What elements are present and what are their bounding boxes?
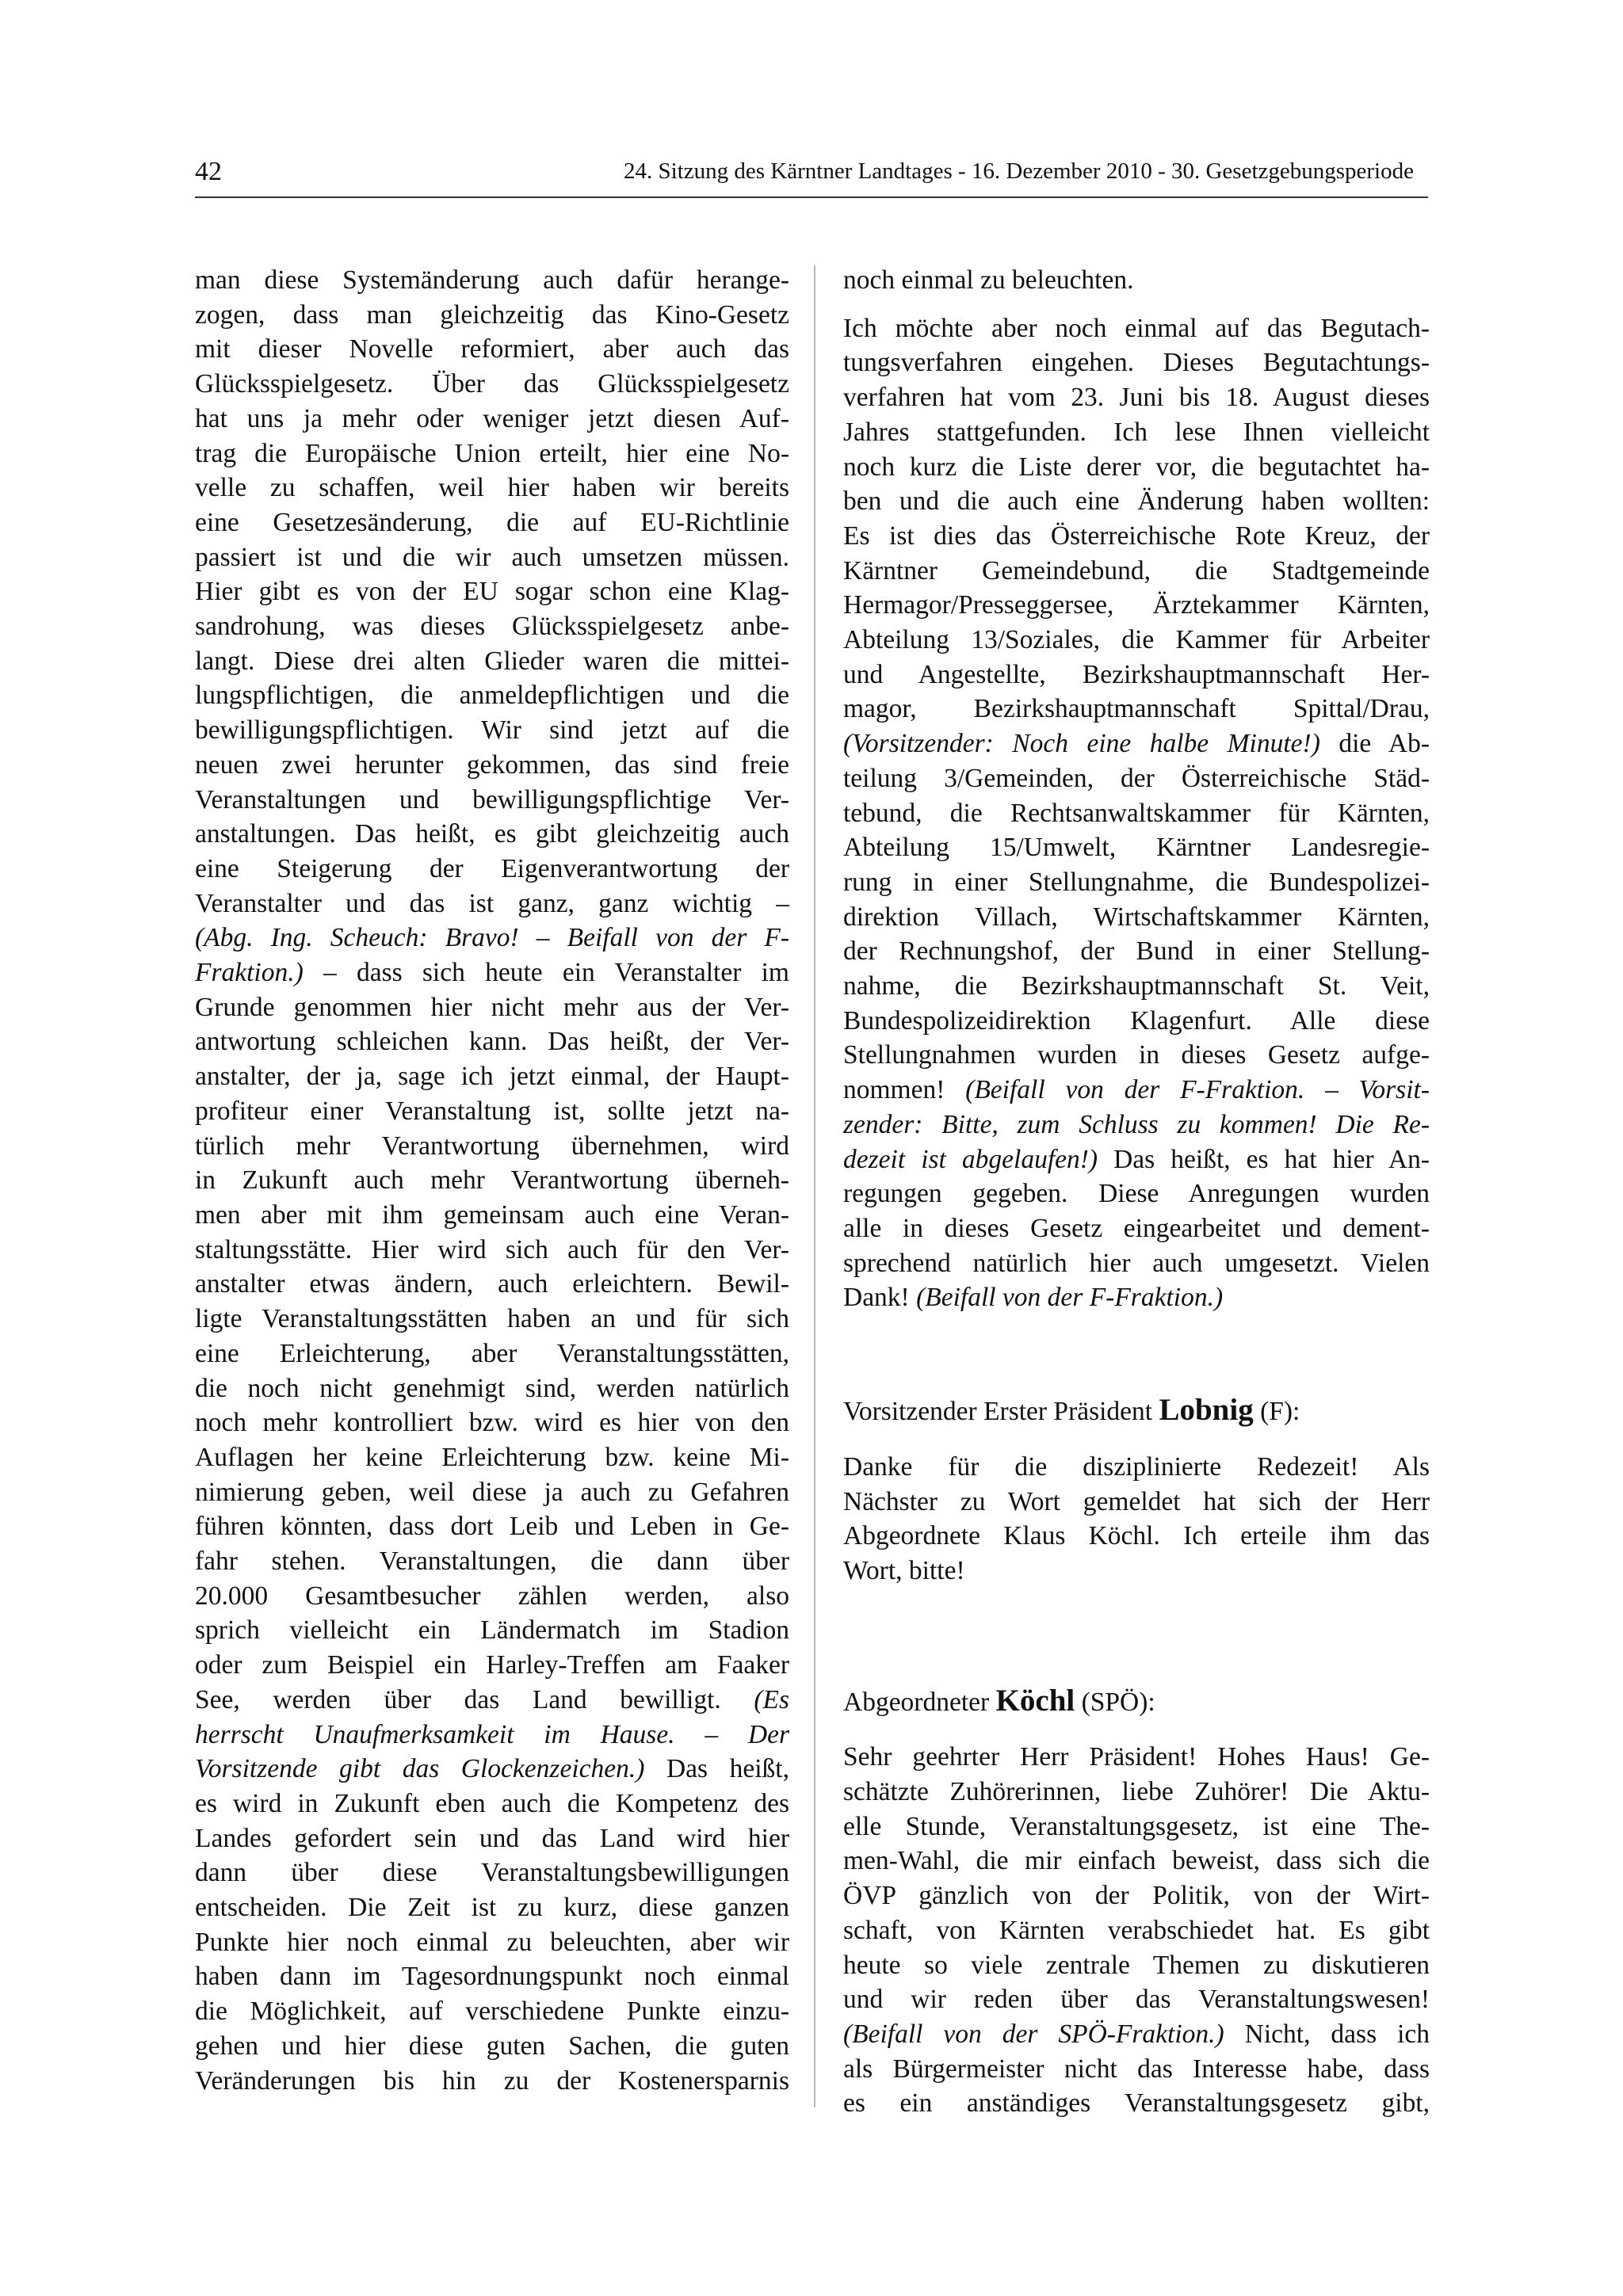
text-line: sandrohung, was dieses Glücksspielgesetz anbe-	[195, 612, 789, 642]
text-line: zogen, dass man gleichzeitig das Kino-Gesetz	[195, 299, 789, 330]
speaker-party: (SPÖ):	[1075, 1687, 1155, 1717]
text-line-interjection: (Abg. Ing. Scheuch: Bravo! – Beifall von der F-	[195, 923, 789, 953]
text-line: und Angestellte, Bezirkshauptmannschaft Her-	[843, 659, 1430, 689]
text-line: Landes gefordert sein und das Land wird hier	[195, 1823, 789, 1853]
text-line: Jahres stattgefunden. Ich lese Ihnen vielleicht	[843, 417, 1430, 447]
text-line: es wird in Zukunft eben auch die Kompetenz des	[195, 1788, 789, 1818]
text-line: Punkte hier noch einmal zu beleuchten, aber wir	[195, 1927, 789, 1957]
column-divider	[814, 265, 815, 2107]
text-line: sprich vielleicht ein Ländermatch im Stadion	[195, 1615, 789, 1646]
paragraph	[843, 1450, 1430, 1589]
text-line: Kärntner Gemeindebund, die Stadtgemeinde	[843, 555, 1430, 585]
paragraph-gap	[843, 1719, 1430, 1740]
text-line-mixed: (Vorsitzender: Noch eine halbe Minute!) die Ab-	[843, 729, 1430, 759]
text-line: eine Steigerung der Eigenverantwortung der	[195, 853, 789, 883]
text-line: mit dieser Novelle reformiert, aber auch das	[195, 334, 789, 364]
speaker-heading	[843, 1393, 1430, 1429]
text-line: antwortung schleichen kann. Das heißt, der Ver-	[195, 1027, 789, 1057]
text-line: regungen gegeben. Diese Anregungen wurden	[843, 1179, 1430, 1209]
text-line: Hier gibt es von der EU sogar schon eine Klag-	[195, 577, 789, 607]
text-line: Nächster zu Wort gemeldet hat sich der Herr	[843, 1486, 1430, 1516]
text-line: alle in dieses Gesetz eingearbeitet und dement-	[843, 1213, 1430, 1243]
text-line: men-Wahl, die mir einfach beweist, dass sich die	[843, 1846, 1430, 1876]
paragraph	[843, 1740, 1430, 2121]
text-line-mixed: dezeit ist abgelaufen!) Das heißt, es hat hier An-	[843, 1144, 1430, 1174]
speaker-title: Vorsitzender Erster Präsident	[843, 1397, 1159, 1427]
text-line: schaft, von Kärnten verabschiedet hat. Es gibt	[843, 1915, 1430, 1945]
text-line: direktion Villach, Wirtschaftskammer Kärnten,	[843, 902, 1430, 932]
text-line: dann über diese Veranstaltungsbewilligungen	[195, 1858, 789, 1888]
text-line: Ich möchte aber noch einmal auf das Begutach-	[843, 313, 1430, 343]
paragraph-gap	[843, 1429, 1430, 1450]
interjection-fragment: (Beifall von der F-Fraktion.)	[916, 1283, 1224, 1313]
running-head: 24. Sitzung des Kärntner Landtages - 16. Dezember 2010 - 30. Gesetzgebungsperiode	[624, 158, 1414, 184]
text-line: Veranstaltungen und bewilligungspflichtige Ver-	[195, 784, 789, 814]
text-line: Wort, bitte!	[843, 1555, 965, 1585]
left-column	[195, 263, 789, 2098]
text-line: ligte Veranstaltungsstätten haben an und für sich	[195, 1304, 789, 1334]
text-line: eine Gesetzesänderung, die auf EU-Richtlinie	[195, 507, 789, 537]
text-line: nahme, die Bezirkshauptmannschaft St. Veit,	[843, 971, 1430, 1001]
paragraph	[843, 311, 1430, 1315]
text-line: teilung 3/Gemeinden, der Österreichische Städ-	[843, 763, 1430, 793]
speaker-heading	[843, 1684, 1430, 1720]
text-line: anstalter, der ja, sage ich jetzt einmal, der Haupt-	[195, 1062, 789, 1092]
text-line: türlich mehr Verantwortung übernehmen, wird	[195, 1131, 789, 1161]
text-line: die Möglichkeit, auf verschiedene Punkte einzu-	[195, 1997, 789, 2027]
text-line: Danke für die disziplinierte Redezeit! Als	[843, 1451, 1430, 1482]
text-line: Grunde genommen hier nicht mehr aus der Ver-	[195, 992, 789, 1022]
text-line: magor, Bezirkshauptmannschaft Spittal/Drau,	[843, 694, 1430, 724]
text-line: noch einmal zu beleuchten.	[843, 265, 1134, 295]
text-line-mixed	[843, 1280, 1430, 1315]
text-line: Abgeordnete Klaus Köchl. Ich erteile ihm das	[843, 1521, 1430, 1551]
right-column	[843, 263, 1430, 2121]
text-line: und wir reden über das Veranstaltungswesen!	[843, 1985, 1430, 2015]
text-line: noch kurz die Liste derer vor, die begutachtet ha-	[843, 452, 1430, 482]
text-line: man diese Systemänderung auch dafür herange-	[195, 265, 789, 295]
interjection-fragment: (Beifall von der F-Fraktion. – Vorsit-	[965, 1075, 1430, 1105]
speaker-title: Abgeordneter	[843, 1687, 996, 1717]
speaker-name: Köchl	[995, 1683, 1075, 1718]
text-line: gehen und hier diese guten Sachen, die guten	[195, 2031, 789, 2061]
text-line: elle Stunde, Veranstaltungsgesetz, ist eine The-	[843, 1811, 1430, 1841]
text-line: langt. Diese drei alten Glieder waren die mittei-	[195, 646, 789, 676]
text-line-mixed: nommen! (Beifall von der F-Fraktion. – Vorsit-	[843, 1075, 1430, 1105]
text-line: Stellungnahmen wurden in dieses Gesetz aufge-	[843, 1040, 1430, 1070]
text-line: ben und die auch eine Änderung haben wollten:	[843, 486, 1430, 517]
text-line: Sehr geehrter Herr Präsident! Hohes Haus! Ge-	[843, 1742, 1430, 1772]
text-line-mixed: Vorsitzende gibt das Glockenzeichen.) Das heißt,	[195, 1754, 789, 1784]
text-line: bewilligungspflichtigen. Wir sind jetzt auf die	[195, 715, 789, 746]
text-line: velle zu schaffen, weil hier haben wir bereits	[195, 473, 789, 503]
interjection-fragment: (Vorsitzender: Noch eine halbe Minute!)	[843, 729, 1320, 759]
text-line: die noch nicht genehmigt sind, werden natürlich	[195, 1373, 789, 1403]
text-line: nimierung geben, weil diese ja auch zu Gefahren	[195, 1477, 789, 1507]
text-line: hat uns ja mehr oder weniger jetzt diesen Auf-	[195, 403, 789, 433]
text-line: sprechend natürlich hier auch umgesetzt. Vielen	[843, 1248, 1430, 1278]
text-line: Veränderungen bis hin zu der Kostenersparnis	[195, 2065, 789, 2096]
text-line: Hermagor/Presseggersee, Ärztekammer Kärnten,	[843, 590, 1430, 620]
text-line-interjection: herrscht Unaufmerksamkeit im Hause. – Der	[195, 1719, 789, 1749]
text-line: rung in einer Stellungnahme, die Bundespolizei-	[843, 867, 1430, 897]
text-line: haben dann im Tagesordnungspunkt noch einmal	[195, 1962, 789, 1992]
text-line: lungspflichtigen, die anmeldepflichtigen und die	[195, 681, 789, 711]
text-line-interjection: zender: Bitte, zum Schluss zu kommen! Die Re-	[843, 1109, 1430, 1139]
interjection-fragment: (Es	[754, 1684, 789, 1714]
text-fragment: Dank!	[843, 1283, 917, 1313]
text-line: fahr stehen. Veranstaltungen, die dann über	[195, 1547, 789, 1577]
interjection-fragment: dezeit ist abgelaufen!)	[843, 1144, 1098, 1174]
paragraph-gap	[843, 298, 1430, 311]
page-number: 42	[195, 157, 222, 186]
text-line: Bundespolizeidirektion Klagenfurt. Alle diese	[843, 1005, 1430, 1035]
text-line: 20.000 Gesamtbesucher zählen werden, also	[195, 1581, 789, 1611]
text-line: Glücksspielgesetz. Über das Glücksspielgesetz	[195, 369, 789, 399]
text-line: Veranstalter und das ist ganz, ganz wichtig –	[195, 888, 789, 918]
text-line: men aber mit ihm gemeinsam auch eine Veran-	[195, 1199, 789, 1230]
text-line: schätzte Zuhörerinnen, liebe Zuhörer! Die Aktu-	[843, 1777, 1430, 1807]
text-line: verfahren hat vom 23. Juni bis 18. August dieses	[843, 383, 1430, 413]
text-line: trag die Europäische Union erteilt, hier eine No-	[195, 438, 789, 468]
text-line: ÖVP gänzlich von der Politik, von der Wirt-	[843, 1881, 1430, 1911]
text-line: neuen zwei herunter gekommen, das sind freie	[195, 749, 789, 780]
text-line: staltungsstätte. Hier wird sich auch für den Ver-	[195, 1234, 789, 1264]
text-line: noch mehr kontrolliert bzw. wird es hier von den	[195, 1408, 789, 1438]
paragraph	[843, 263, 1430, 298]
interjection-fragment: (Beifall von der SPÖ-Fraktion.)	[843, 2019, 1224, 2049]
text-line: führen könnten, dass dort Leib und Leben in Ge-	[195, 1512, 789, 1542]
text-line: anstaltungen. Das heißt, es gibt gleichzeitig auch	[195, 819, 789, 849]
text-line: entscheiden. Die Zeit ist zu kurz, diese ganzen	[195, 1893, 789, 1923]
text-line: Es ist dies das Österreichische Rote Kreuz, der	[843, 521, 1430, 551]
section-gap	[843, 1315, 1430, 1393]
text-line-mixed: Fraktion.) – dass sich heute ein Veranstalter im	[195, 958, 789, 988]
interjection-fragment: Fraktion.)	[195, 958, 304, 988]
text-line-mixed: (Beifall von der SPÖ-Fraktion.) Nicht, dass ich	[843, 2019, 1430, 2049]
text-line: oder zum Beispiel ein Harley-Treffen am Faaker	[195, 1650, 789, 1680]
text-line: der Rechnungshof, der Bund in einer Stellung-	[843, 936, 1430, 967]
interjection-fragment: Vorsitzende gibt das Glockenzeichen.)	[195, 1754, 645, 1784]
paragraph-left	[195, 263, 789, 2098]
speaker-name: Lobnig	[1159, 1393, 1254, 1428]
page-header	[195, 151, 1428, 198]
speaker-party: (F):	[1253, 1397, 1300, 1427]
text-line: Abteilung 15/Umwelt, Kärntner Landesregie-	[843, 833, 1430, 863]
text-line: tungsverfahren eingehen. Dieses Begutachtungs-	[843, 348, 1430, 378]
text-line: als Bürgermeister nicht das Interesse habe, dass	[843, 2054, 1430, 2084]
text-line-mixed: See, werden über das Land bewilligt. (Es	[195, 1684, 789, 1714]
text-line: Abteilung 13/Soziales, die Kammer für Arbeiter	[843, 625, 1430, 655]
section-gap	[843, 1589, 1430, 1684]
text-line: es ein anständiges Veranstaltungsgesetz gibt,	[843, 2088, 1430, 2119]
text-line: passiert ist und die wir auch umsetzen müssen.	[195, 542, 789, 572]
text-line: eine Erleichterung, aber Veranstaltungsstätten,	[195, 1338, 789, 1368]
text-line: heute so viele zentrale Themen zu diskutieren	[843, 1950, 1430, 1980]
text-line: Auflagen her keine Erleichterung bzw. keine Mi-	[195, 1442, 789, 1472]
text-line: in Zukunft auch mehr Verantwortung überneh-	[195, 1165, 789, 1196]
text-line: tebund, die Rechtsanwaltskammer für Kärnten,	[843, 798, 1430, 828]
text-line: profiteur einer Veranstaltung ist, sollte jetzt na-	[195, 1096, 789, 1126]
text-line: anstalter etwas ändern, auch erleichtern. Bewil-	[195, 1269, 789, 1299]
